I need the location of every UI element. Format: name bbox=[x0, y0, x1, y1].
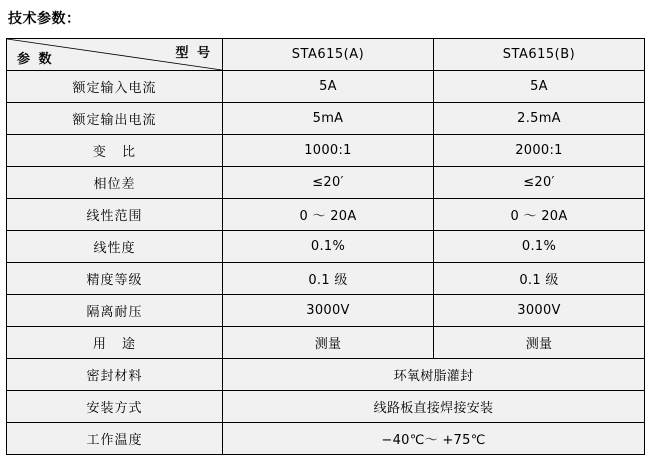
row-value-b: 3000V bbox=[434, 295, 645, 327]
table-row bbox=[7, 391, 645, 423]
row-label: 额定输出电流 bbox=[7, 103, 223, 135]
header-model-label: 型 号 bbox=[175, 46, 212, 61]
header-split-cell bbox=[7, 39, 223, 71]
table-row bbox=[7, 263, 645, 295]
row-label: 额定输入电流 bbox=[7, 71, 223, 103]
row-label: 相位差 bbox=[7, 167, 223, 199]
table-row bbox=[7, 423, 645, 455]
row-value-b: 5A bbox=[434, 71, 645, 103]
row-value-b: ≤20′ bbox=[434, 167, 645, 199]
row-value-a: 3000V bbox=[223, 295, 434, 327]
row-value-a: 5A bbox=[223, 71, 434, 103]
row-label: 密封材料 bbox=[7, 359, 223, 391]
row-value-a: 0.1 级 bbox=[223, 263, 434, 295]
table-body bbox=[7, 39, 645, 455]
row-label: 线性度 bbox=[7, 231, 223, 263]
table-row bbox=[7, 71, 645, 103]
row-value-merged: 环氧树脂灌封 bbox=[223, 359, 645, 391]
row-label: 变 比 bbox=[7, 135, 223, 167]
row-value-a: 测量 bbox=[223, 327, 434, 359]
specifications-table bbox=[6, 38, 645, 455]
row-value-a: ≤20′ bbox=[223, 167, 434, 199]
table-row bbox=[7, 199, 645, 231]
header-param-label: 参 数 bbox=[17, 52, 54, 67]
table-row bbox=[7, 231, 645, 263]
row-value-b: 2000:1 bbox=[434, 135, 645, 167]
row-value-a: 1000:1 bbox=[223, 135, 434, 167]
table-row bbox=[7, 167, 645, 199]
row-value-b: 测量 bbox=[434, 327, 645, 359]
row-label: 工作温度 bbox=[7, 423, 223, 455]
page-title: 技术参数： bbox=[8, 11, 81, 27]
row-label: 隔离耐压 bbox=[7, 295, 223, 327]
row-value-b: 0.1% bbox=[434, 231, 645, 263]
row-value-b: 0 ～ 20A bbox=[434, 199, 645, 231]
row-value-b: 2.5mA bbox=[434, 103, 645, 135]
row-value-a: 5mA bbox=[223, 103, 434, 135]
table-row bbox=[7, 135, 645, 167]
row-value-b: 0.1 级 bbox=[434, 263, 645, 295]
row-label: 线性范围 bbox=[7, 199, 223, 231]
table-row bbox=[7, 359, 645, 391]
header-column-a: STA615(A) bbox=[223, 39, 434, 71]
row-label: 用 途 bbox=[7, 327, 223, 359]
table-row bbox=[7, 295, 645, 327]
table-header-row bbox=[7, 39, 645, 71]
table-row bbox=[7, 327, 645, 359]
row-label: 精度等级 bbox=[7, 263, 223, 295]
row-value-a: 0 ～ 20A bbox=[223, 199, 434, 231]
row-value-merged: −40℃～ +75℃ bbox=[223, 423, 645, 455]
row-value-a: 0.1% bbox=[223, 231, 434, 263]
row-label: 安装方式 bbox=[7, 391, 223, 423]
header-column-b: STA615(B) bbox=[434, 39, 645, 71]
table-row bbox=[7, 103, 645, 135]
row-value-merged: 线路板直接焊接安装 bbox=[223, 391, 645, 423]
